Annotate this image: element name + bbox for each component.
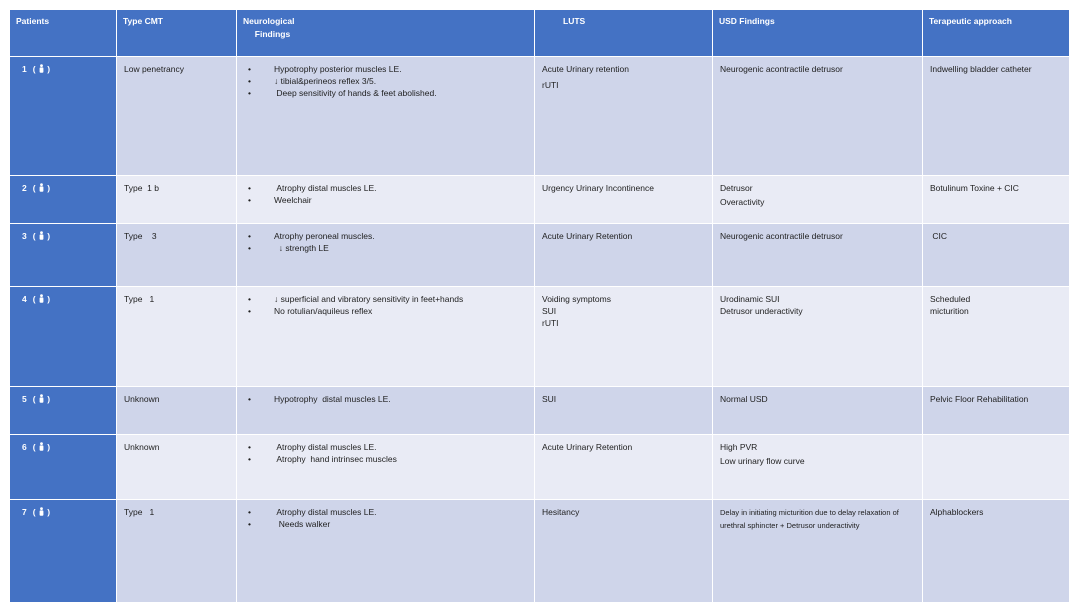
finding-item: • ↓ tibial&perineos reflex 3/5. xyxy=(244,75,527,87)
therapeutic-approach-cell xyxy=(923,224,1070,287)
header-patients: Patients xyxy=(10,10,117,57)
type-cmt-cell xyxy=(117,57,237,176)
type-cmt-value: Type 1 xyxy=(124,294,155,304)
luts-item: Acute Urinary retention xyxy=(542,64,629,74)
patient-cell xyxy=(10,57,117,176)
finding-item: • Needs walker xyxy=(244,518,527,530)
usd-item: Urodinamic SUI xyxy=(720,294,780,304)
type-cmt-cell xyxy=(117,500,237,603)
luts-cell xyxy=(535,287,713,387)
type-cmt-cell xyxy=(117,435,237,500)
usd-findings-cell xyxy=(713,224,923,287)
table-row xyxy=(10,176,1070,224)
findings-list xyxy=(244,230,527,254)
person-icon: ( ) xyxy=(32,394,51,404)
table-row xyxy=(10,287,1070,387)
luts-cell xyxy=(535,57,713,176)
patients-table xyxy=(10,10,1070,603)
table-row xyxy=(10,224,1070,287)
luts-item: rUTI xyxy=(542,318,559,328)
findings-list xyxy=(244,393,527,405)
patient-number: 5 xyxy=(22,394,27,404)
luts-cell xyxy=(535,435,713,500)
person-icon: ( ) xyxy=(32,64,51,74)
neurological-findings-cell xyxy=(237,387,535,435)
type-cmt-value: Unknown xyxy=(124,442,160,452)
findings-list xyxy=(244,506,527,530)
usd-findings-cell xyxy=(713,176,923,224)
neurological-findings-cell xyxy=(237,57,535,176)
therapeutic-approach-cell xyxy=(923,287,1070,387)
therapeutic-approach-cell xyxy=(923,435,1070,500)
luts-item: Acute Urinary Retention xyxy=(542,442,633,452)
type-cmt-value: Type 1 xyxy=(124,507,155,517)
finding-item: • Atrophy distal muscles LE. xyxy=(244,182,527,194)
patient-cell xyxy=(10,224,117,287)
usd-findings-cell xyxy=(713,435,923,500)
luts-item: Voiding symptoms xyxy=(542,294,611,304)
neurological-findings-cell xyxy=(237,435,535,500)
luts-item: Acute Urinary Retention xyxy=(542,231,633,241)
finding-item: • Atrophy distal muscles LE. xyxy=(244,441,527,453)
neurological-findings-cell xyxy=(237,176,535,224)
finding-item: • Hypotrophy posterior muscles LE. xyxy=(244,63,527,75)
usd-item: Overactivity xyxy=(720,197,765,207)
usd-item: Delay in initiating micturition due to delay relaxation of urethral sphincter + Detrusor underactivity xyxy=(720,508,901,530)
finding-item: • ↓ strength LE xyxy=(244,242,527,254)
patient-cell xyxy=(10,287,117,387)
table-row xyxy=(10,500,1070,603)
therapy-item: Alphablockers xyxy=(930,507,984,517)
finding-item: • Atrophy peroneal muscles. xyxy=(244,230,527,242)
luts-item: rUTI xyxy=(542,80,559,90)
type-cmt-cell xyxy=(117,387,237,435)
neurological-findings-cell xyxy=(237,224,535,287)
luts-item: Urgency Urinary Incontinence xyxy=(542,183,654,193)
header-luts: LUTS xyxy=(535,10,713,57)
type-cmt-value: Type 1 b xyxy=(124,183,159,193)
finding-item: • Atrophy distal muscles LE. xyxy=(244,506,527,518)
patient-number: 6 xyxy=(22,442,27,452)
header-usd-findings: USD Findings xyxy=(713,10,923,57)
luts-cell xyxy=(535,500,713,603)
header-neurological-findings: Neurological Findings xyxy=(237,10,535,57)
usd-item: Normal USD xyxy=(720,394,768,404)
patient-cell xyxy=(10,500,117,603)
header-therapeutic-approach: Terapeutic approach xyxy=(923,10,1070,57)
finding-item: • Atrophy hand intrinsec muscles xyxy=(244,453,527,465)
patient-cell xyxy=(10,387,117,435)
therapeutic-approach-cell xyxy=(923,500,1070,603)
usd-item: Detrusor xyxy=(720,183,753,193)
type-cmt-cell xyxy=(117,176,237,224)
person-icon: ( ) xyxy=(32,507,51,517)
header-row xyxy=(10,10,1070,57)
finding-item: • Weelchair xyxy=(244,194,527,206)
patient-number: 4 xyxy=(22,294,27,304)
type-cmt-cell xyxy=(117,224,237,287)
table-row xyxy=(10,387,1070,435)
usd-findings-cell xyxy=(713,387,923,435)
neurological-findings-cell xyxy=(237,287,535,387)
luts-item: Hesitancy xyxy=(542,507,580,517)
luts-item: SUI xyxy=(542,394,557,404)
type-cmt-value: Low penetrancy xyxy=(124,64,185,74)
therapy-item: CIC xyxy=(930,231,948,241)
luts-cell xyxy=(535,387,713,435)
neurological-findings-cell xyxy=(237,500,535,603)
person-icon: ( ) xyxy=(32,294,51,304)
patient-number: 7 xyxy=(22,507,27,517)
usd-findings-cell xyxy=(713,57,923,176)
person-icon: ( ) xyxy=(32,231,51,241)
person-icon: ( ) xyxy=(32,442,51,452)
usd-findings-cell xyxy=(713,500,923,603)
therapy-item: micturition xyxy=(930,306,969,316)
finding-item: • No rotulian/aquileus reflex xyxy=(244,305,527,317)
patient-cell xyxy=(10,176,117,224)
finding-item: • Hypotrophy distal muscles LE. xyxy=(244,393,527,405)
table-row xyxy=(10,435,1070,500)
table-row xyxy=(10,57,1070,176)
header-type-cmt: Type CMT xyxy=(117,10,237,57)
usd-item: High PVR xyxy=(720,442,758,452)
usd-item: Neurogenic acontractile detrusor xyxy=(720,231,843,241)
patient-cell xyxy=(10,435,117,500)
therapeutic-approach-cell xyxy=(923,57,1070,176)
findings-list xyxy=(244,63,527,99)
usd-findings-cell xyxy=(713,287,923,387)
luts-cell xyxy=(535,224,713,287)
patient-number: 3 xyxy=(22,231,27,241)
type-cmt-value: Unknown xyxy=(124,394,160,404)
findings-list xyxy=(244,293,527,317)
therapy-item: Scheduled xyxy=(930,294,971,304)
findings-list xyxy=(244,182,527,206)
usd-item: Low urinary flow curve xyxy=(720,456,805,466)
person-icon: ( ) xyxy=(32,183,51,193)
patient-number: 2 xyxy=(22,183,27,193)
finding-item: • Deep sensitivity of hands & feet abolished. xyxy=(244,87,527,99)
therapy-item: Pelvic Floor Rehabilitation xyxy=(930,394,1029,404)
patient-number: 1 xyxy=(22,64,27,74)
usd-item: Detrusor underactivity xyxy=(720,306,803,316)
usd-item: Neurogenic acontractile detrusor xyxy=(720,64,843,74)
type-cmt-cell xyxy=(117,287,237,387)
therapeutic-approach-cell xyxy=(923,176,1070,224)
finding-item: • ↓ superficial and vibratory sensitivity in feet+hands xyxy=(244,293,527,305)
findings-list xyxy=(244,441,527,465)
luts-item: SUI xyxy=(542,306,557,316)
therapeutic-approach-cell xyxy=(923,387,1070,435)
luts-cell xyxy=(535,176,713,224)
therapy-item: Botulinum Toxine + CIC xyxy=(930,183,1019,193)
type-cmt-value: Type 3 xyxy=(124,231,157,241)
therapy-item: Indwelling bladder catheter xyxy=(930,64,1032,74)
